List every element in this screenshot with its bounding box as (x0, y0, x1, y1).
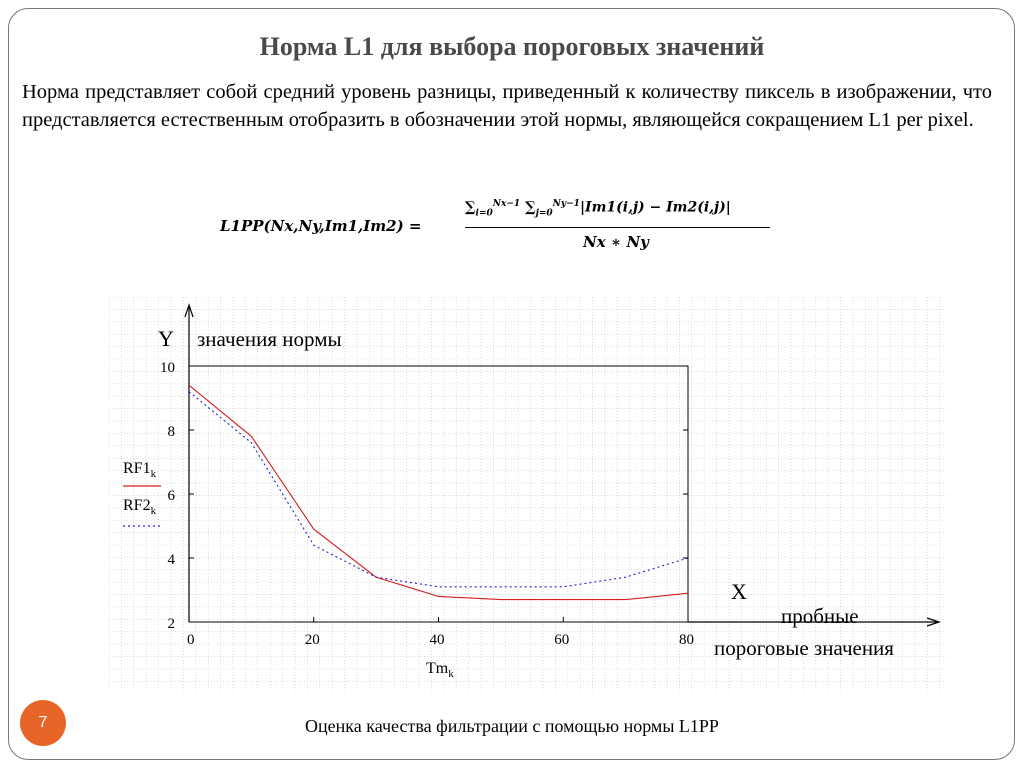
formula-sum-i: ∑ (465, 199, 476, 216)
formula-summand: |Im1(i,j) − Im2(i,j)| (579, 199, 731, 216)
x-tick-label: 20 (304, 632, 320, 648)
formula-sum-i-lower: i=0 (475, 208, 493, 219)
formula-numerator (465, 199, 731, 218)
formula-sum-i-upper: Nx−1 (492, 199, 521, 209)
legend-rf2-name: RF2 (123, 497, 151, 514)
page-number-badge: 7 (20, 700, 66, 746)
formula-sum-j-lower: j=0 (535, 208, 553, 219)
legend-rf2-label (123, 497, 157, 517)
chart-ticks (160, 360, 694, 648)
x-tick-label: 40 (429, 632, 445, 648)
formula-denominator: Nx ∗ Ny (583, 233, 649, 251)
legend-rf1-sub: k (150, 468, 157, 480)
y-axis-label: значения нормы (197, 327, 342, 351)
formula-lhs: L1PP(Nx,Ny,Im1,Im2) = (220, 217, 422, 235)
series-line-rf1 (189, 385, 688, 599)
plot-frame (189, 366, 688, 622)
y-tick-label: 2 (167, 616, 175, 632)
formula-sum-j: ∑ (525, 199, 536, 216)
formula (220, 195, 780, 265)
body-paragraph: Норма представляет собой средний уровень разницы, приведенный к количеству пиксель в изображении, что представляется естественным отобразить в обозначении этой нормы, являющейся сокращением L1 per pixel. (22, 81, 992, 131)
x-variable: Tm (426, 660, 449, 677)
x-axis-letter: X (731, 579, 747, 604)
legend-rf1-label (123, 460, 157, 480)
slide-title: Норма L1 для выбора пороговых значений (259, 32, 765, 61)
x-variable-label (426, 660, 454, 680)
y-tick-label: 8 (167, 424, 175, 440)
x-tick-label: 80 (679, 632, 694, 648)
y-tick-label: 4 (167, 552, 175, 568)
x-axis-label-line2: пороговые значения (714, 636, 894, 660)
y-tick-label: 10 (160, 360, 175, 376)
x-tick-label: 0 (187, 632, 195, 648)
chart (109, 297, 949, 692)
formula-sum-j-upper: Ny−1 (552, 199, 580, 209)
y-tick-label: 6 (167, 488, 175, 504)
x-tick-label: 60 (554, 632, 570, 648)
chart-series (189, 385, 688, 599)
formula-fraction-bar (465, 227, 770, 228)
legend-rf1-name: RF1 (123, 460, 151, 477)
chart-axes (185, 305, 939, 626)
x-variable-sub: k (448, 668, 454, 680)
y-axis-letter: Y (158, 326, 174, 351)
chart-grid (109, 297, 949, 692)
legend-rf2-sub: k (150, 505, 157, 517)
x-axis-label-line1: пробные (781, 604, 859, 628)
slide-caption: Оценка качества фильтрации с помощью нормы L1PP (305, 716, 719, 736)
